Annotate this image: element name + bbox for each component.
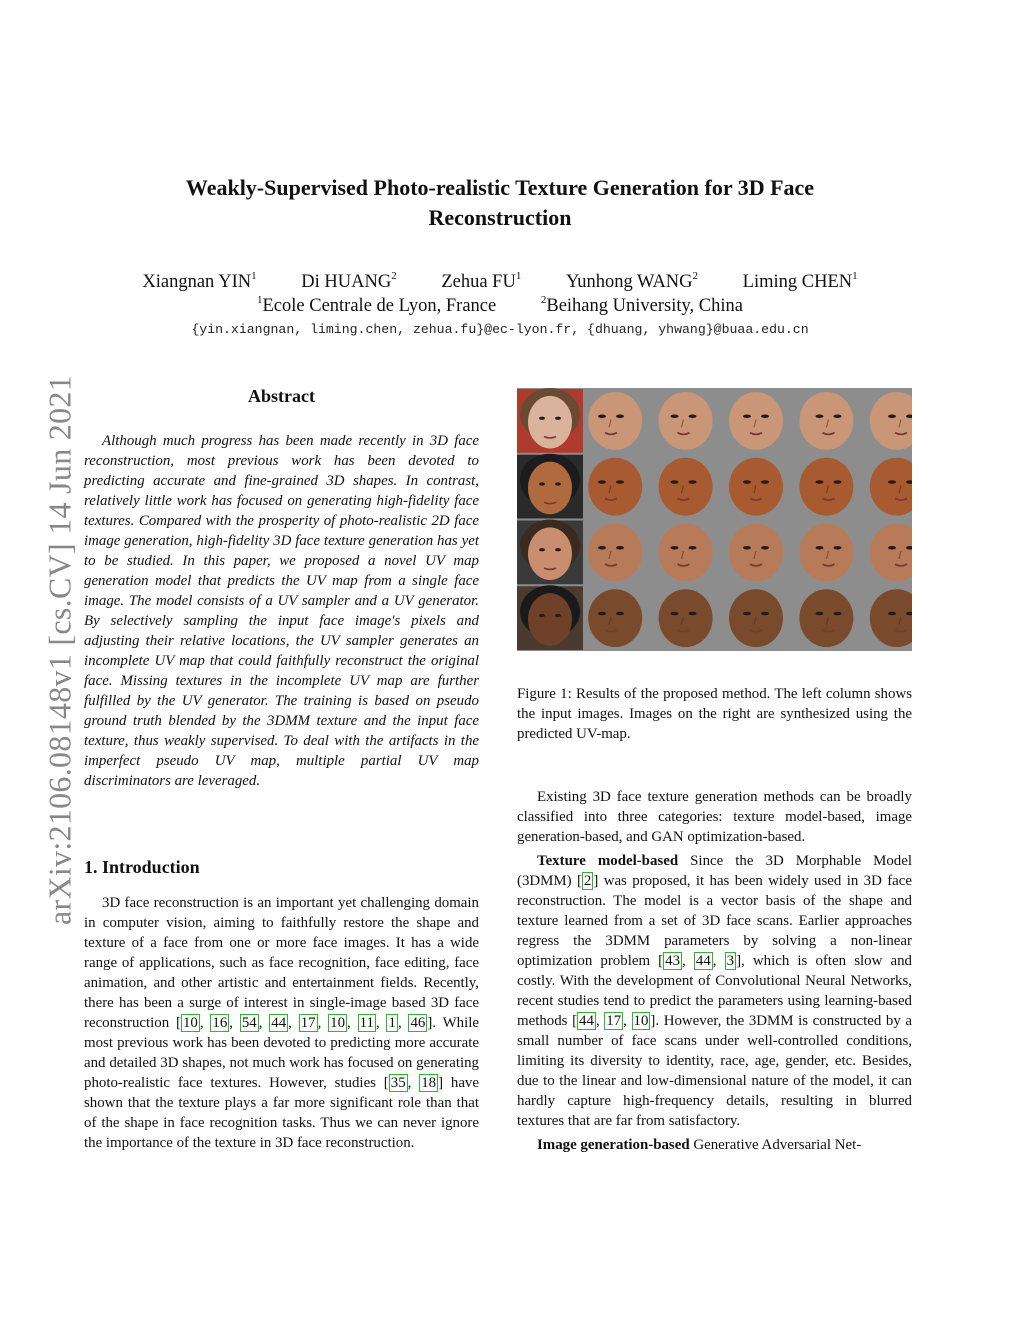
synthesized-face-render — [659, 392, 713, 450]
synthesized-face-render — [659, 458, 713, 516]
paragraph: Texture model-based Since the 3D Morphable Model (3DMM) [ 2 ] was proposed, it has been widely used in 3D face reconstruction. The model is a vector basis of the shape and texture learned from a set of 3D face scans. Earlier approaches regress the 3DMM parameters by solving a non-linear optimization problem [ 43 , 44 , 3 ], which is often slow and costly. With the development of Convolutional Neural Networks, recent studies tend to predict the parameters using learning-based methods [ 44 , 17 , 10 ]. However, the 3DMM is constructed by a small number of face scans under well-controlled conditions, limiting its diversity to identity, race, age, gender, etc. Besides, due to the linear and low-dimensional nature of the model, it can hardly capture high-frequency details, resulting in blurred textures that are far from satisfactory. — [517, 853, 913, 1129]
synthesized-face-render — [870, 392, 912, 450]
citation-link[interactable]: 10 — [633, 1013, 649, 1029]
synthesized-face-render — [729, 392, 783, 450]
arxiv-identifier: arXiv:2106.08148v1 [cs.CV] 14 Jun 2021 — [41, 374, 78, 926]
synthesized-face-render — [729, 589, 783, 647]
citation-link[interactable]: 3 — [726, 953, 735, 969]
synthesized-face-render — [870, 589, 912, 647]
input-face-image — [517, 388, 583, 453]
synthesized-face-render — [799, 458, 853, 516]
author: Liming CHEN$^1$ — [742, 270, 858, 292]
synthesized-face-render — [588, 392, 642, 450]
citation-link[interactable]: 1 — [388, 1015, 396, 1031]
author-emails: {yin.xiangnan, liming.chen, zehua.fu}@ec-lyon.fr, {dhuang, yhwang}@buaa.edu.cn — [191, 322, 809, 337]
figure-1-caption: Figure 1: Results of the proposed method. The left column shows the input images. Images on the right are synthesized using the predicted UV-map. — [517, 686, 912, 742]
synthesized-face-render — [870, 458, 912, 516]
citation-link[interactable]: 44 — [271, 1015, 287, 1031]
citation-link[interactable]: 54 — [241, 1015, 257, 1031]
synthesized-face-render — [729, 523, 783, 581]
figure-1-results — [517, 388, 912, 651]
synthesized-face-render — [799, 392, 853, 450]
synthesized-face-render — [659, 589, 713, 647]
paper-title — [0, 173, 1000, 233]
run-in-heading: Image generation-based — [537, 1137, 690, 1153]
citation-link[interactable]: 35 — [390, 1075, 406, 1091]
synthesized-face-render — [799, 589, 853, 647]
citation-link[interactable]: 43 — [665, 953, 681, 969]
citation-link[interactable]: 10 — [182, 1015, 198, 1031]
synthesized-face-render — [588, 458, 642, 516]
citation-link[interactable]: 10 — [330, 1015, 346, 1031]
synthesized-face-render — [729, 458, 783, 516]
paragraph: Image generation-based Generative Adversarial Net- — [537, 1137, 862, 1153]
section-heading-introduction: 1. Introduction — [84, 857, 200, 877]
title-line-1: Weakly-Supervised Photo-realistic Texture Generation for 3D Face — [185, 175, 815, 200]
author: Yunhong WANG$^2$ — [565, 270, 699, 292]
right-column-text — [517, 787, 912, 1159]
paragraph: Existing 3D face texture generation methods can be broadly classified into three categories: texture model-based, image generation-based, and GAN optimization-based. — [517, 789, 912, 845]
citation-link[interactable]: 18 — [421, 1075, 437, 1091]
title-line-2: Reconstruction — [428, 205, 572, 230]
input-face-image — [517, 454, 583, 519]
introduction-paragraph: 3D face reconstruction is an important yet challenging domain in computer vision, aiming to faithfully restore the shape and texture of a face from one or more face images. It has a wide range of applications, such as face recognition, face editing, face animation, and other artistic and entertainment fields. Recently, there has been a surge of interest in single-image based 3D face reconstruction [ 10 , 16 , 54 , 44 , 17 , 10 , 11 , 1 , 46 ]. While most previous work has been devoted to predicting more accurate and detailed 3D shapes, not much work has focused on generating photo-realistic face textures. However, studies [ 35 , 18 ] have shown that the texture plays a far more significant role than that of the shape in face recognition tasks. Thus we can never ignore the importance of the texture in 3D face reconstruction. — [84, 895, 479, 1151]
citation-link[interactable]: 11 — [359, 1015, 374, 1031]
author-list — [0, 270, 1000, 294]
input-face-image — [517, 585, 583, 650]
citation-link[interactable]: 44 — [579, 1013, 594, 1029]
citation-link[interactable]: 46 — [410, 1015, 426, 1031]
input-face-image — [517, 520, 583, 585]
synthesized-face-render — [659, 523, 713, 581]
author: Di HUANG$^2$ — [301, 270, 397, 292]
run-in-heading: Texture model-based — [537, 853, 679, 869]
synthesized-face-render — [588, 523, 642, 581]
citation-link[interactable]: 17 — [606, 1013, 622, 1029]
abstract-text: Although much progress has been made recently in 3D face reconstruction, most previous work has been devoted to predicting accurate and fine-grained 3D shapes. In contrast, relatively little work has focused on generating high-fidelity face textures. Compared with the prosperity of photo-realistic 2D face image generation, high-fidelity 3D face texture generation has yet to be studied. In this paper, we proposed a novel UV map generation model that predicts the UV map from a single face image. The model consists of a UV sampler and a UV generator. By selectively sampling the input face image's pixels and adjusting their relative locations, the UV sampler generates an incomplete UV map that could faithfully reconstruct the original face. Missing textures in the incomplete UV map are further fulfilled by the UV generator. The training is based on pseudo ground truth blended by the 3DMM texture and the input face texture, thus weakly supervised. To deal with the artifacts in the imperfect pseudo UV map, multiple partial UV map discriminators are leveraged. — [84, 433, 479, 789]
face-results-grid — [517, 388, 912, 651]
citation-link[interactable]: 16 — [212, 1015, 228, 1031]
citation-link[interactable]: 17 — [300, 1015, 316, 1031]
affiliations — [0, 294, 1000, 318]
citation-link[interactable]: 2 — [583, 873, 592, 889]
affiliation: $^2$Beihang University, China — [540, 294, 743, 316]
synthesized-face-render — [870, 523, 912, 581]
citation-link[interactable]: 44 — [695, 953, 711, 969]
synthesized-face-render — [588, 589, 642, 647]
synthesized-face-render — [799, 523, 853, 581]
author: Xiangnan YIN$^1$ — [142, 270, 257, 292]
abstract-heading: Abstract — [248, 386, 315, 406]
author: Zehua $FU^1$ — [441, 270, 522, 292]
affiliation: $^1$Ecole Centrale de Lyon, France — [257, 294, 497, 316]
